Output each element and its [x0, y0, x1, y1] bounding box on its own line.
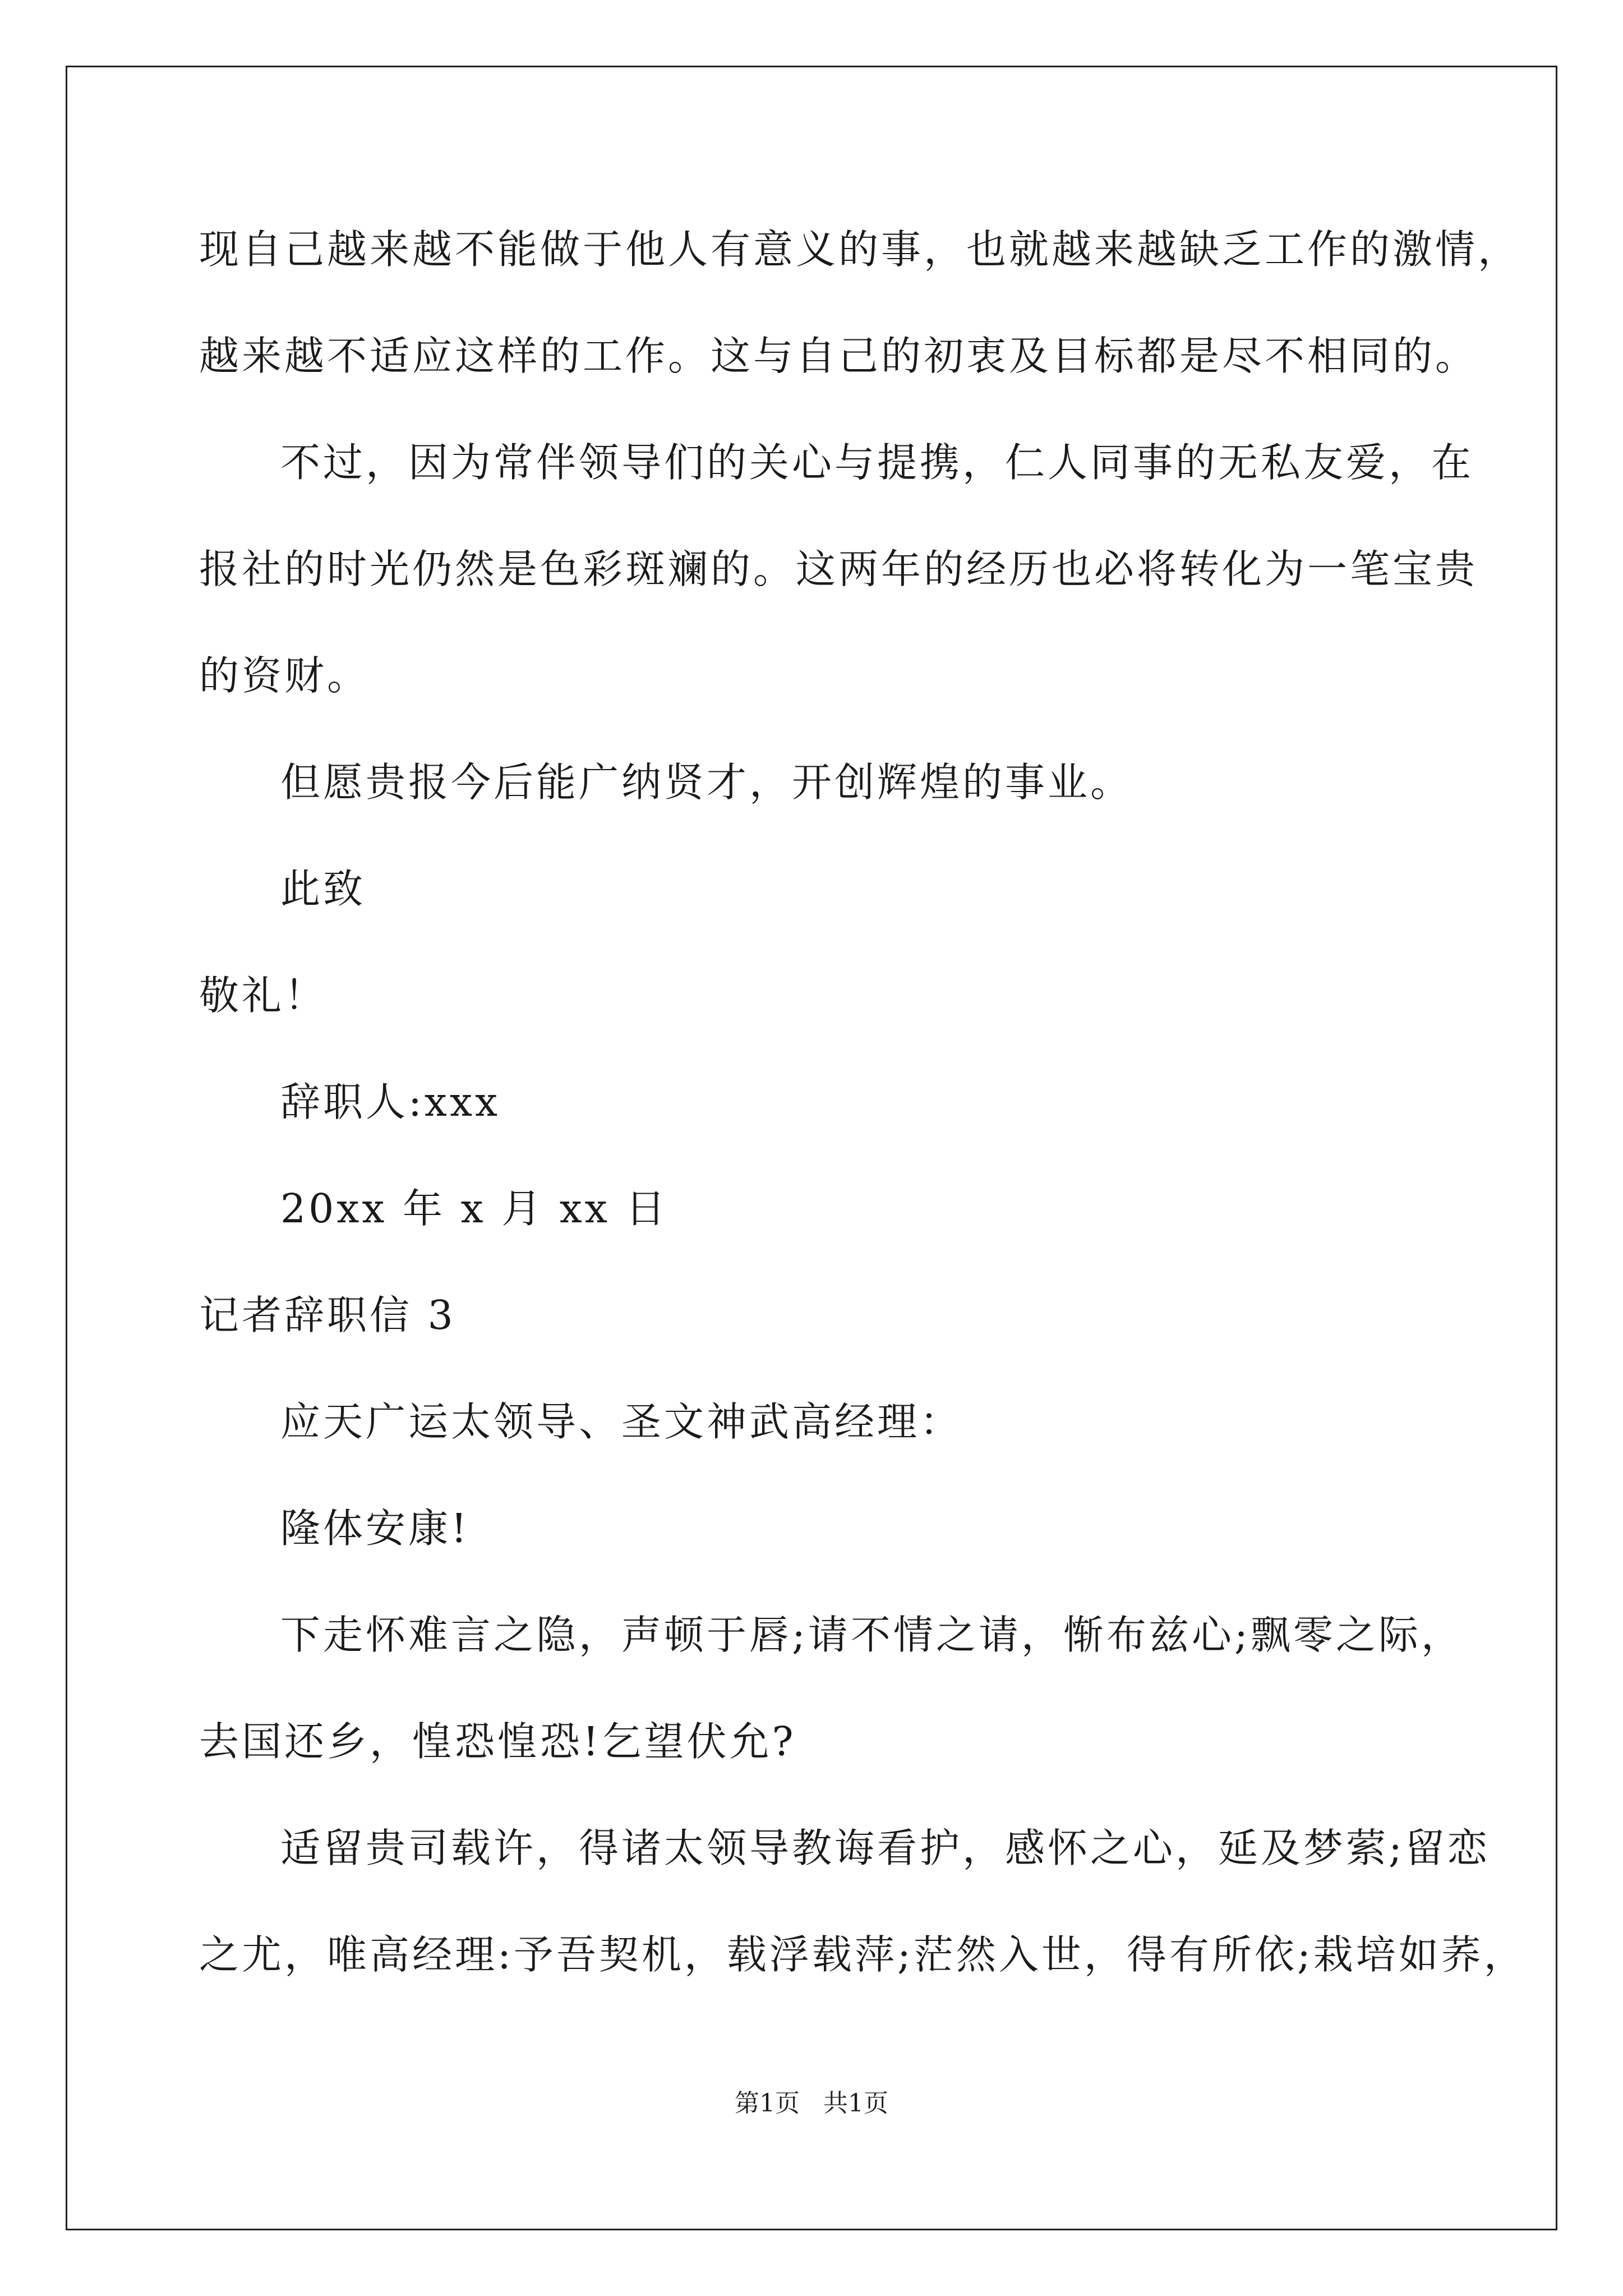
closing-line: 敬礼！: [199, 972, 328, 1019]
page-footer: 第1页 共1页: [735, 2089, 888, 2118]
addressee-line: 应天广运太领导、圣文神武高经理：: [280, 1398, 963, 1445]
body-line-16: 适留贵司载许，得诸太领导教诲看护，感怀之心，延及梦萦;留恋: [280, 1825, 1490, 1871]
signature-line: 辞职人:xxx: [280, 1079, 501, 1125]
date-line: 20xx 年 x 月 xx 日: [280, 1185, 668, 1232]
section-heading: 记者辞职信 3: [199, 1292, 456, 1338]
body-line-6: 但愿贵报今后能广纳贤才，开创辉煌的事业。: [280, 759, 1133, 806]
body-line-4: 报社的时光仍然是色彩斑斓的。这两年的经历也必将转化为一笔宝贵: [199, 546, 1478, 592]
body-line-2: 越来越不适应这样的工作。这与自己的初衷及目标都是尽不相同的。: [199, 333, 1478, 379]
body-line-5: 的资财。: [199, 652, 370, 699]
body-line-1: 现自己越来越不能做于他人有意义的事，也就越来越缺乏工作的激情，: [199, 226, 1521, 273]
body-line-3: 不过，因为常伴领导们的关心与提携，仁人同事的无私友爱，在: [280, 439, 1474, 486]
body-line-17: 之尤，唯高经理:予吾契机，载浮载萍;茫然入世，得有所依;栽培如荞，: [199, 1931, 1527, 1978]
salutation-line: 此致: [280, 866, 366, 912]
greeting-line: 隆体安康!: [280, 1505, 470, 1552]
body-line-14: 下走怀难言之隐，声顿于唇;请不情之请，惭布兹心;飘零之际，: [280, 1612, 1464, 1658]
body-line-15: 去国还乡，惶恐惶恐!乞望伏允?: [199, 1718, 796, 1765]
page-border: [66, 66, 1557, 2230]
